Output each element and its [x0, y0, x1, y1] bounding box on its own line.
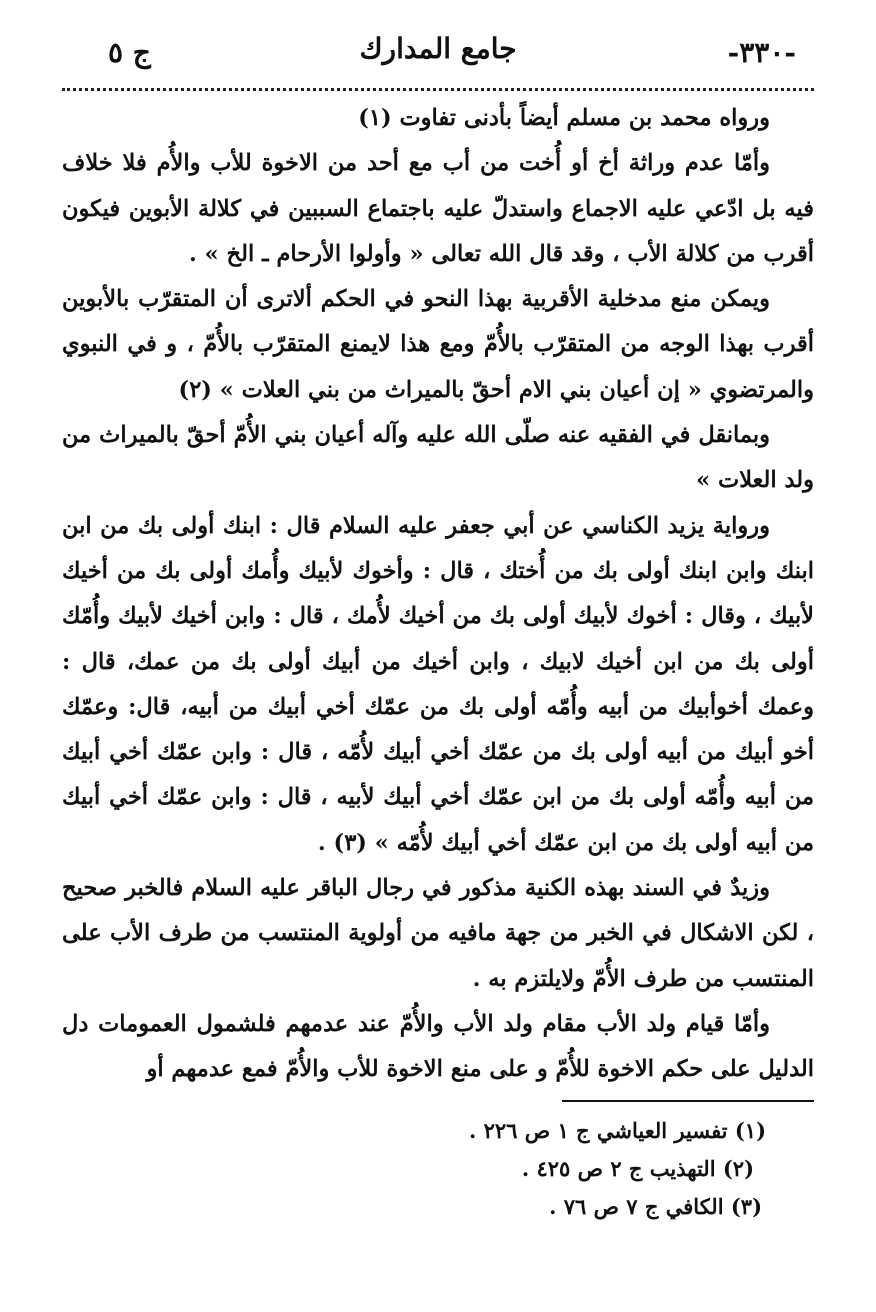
- paragraph: وبمانقل في الفقيه عنه صلّى الله عليه وآله أعيان بني الأُمّ أحقّ بالميراث من ولد العلات »: [62, 422, 814, 494]
- footnote: (١) تفسير العياشي ج ١ ص ٢٢٦ .: [468, 1118, 766, 1143]
- book-title: جامع المدارك: [359, 32, 517, 65]
- header-divider: [62, 88, 814, 91]
- paragraph: وزيدٌ في السند بهذه الكنية مذكور في رجال الباقر عليه السلام فالخبر صحيح ، لكن الاشكال في الخبر من جهة مافيه من أولوية المنتسب من طرف الأب على المنتسب من طرف الأُمّ ولايلتزم به .: [62, 875, 814, 992]
- paragraph: ورواه محمد بن مسلم أيضاً بأدنى تفاوت (١): [358, 105, 770, 131]
- footnote-divider: [562, 1100, 814, 1102]
- body-text: [62, 96, 814, 1093]
- paragraph: وأمّا عدم وراثة أخ أو أُخت من أب مع أحد من الاخوة للأب والأُم فلا خلاف فيه بل ادّعي عليه الاجماع واستدلّ عليه باجتماع السببين في كلالة الأبوين فيكون أقرب من كلالة الأب ، وقد قال الله تعالى « وأولوا الأرحام ـ الخ » .: [62, 150, 814, 267]
- volume-label: ج ٥: [108, 36, 151, 69]
- page-number: -٣٣٠-: [727, 36, 796, 69]
- paragraph: وأمّا قيام ولد الأب مقام ولد الأب والأُمّ عند عدمهم فلشمول العمومات دل الدليل على حكم الاخوة للأُمّ و على منع الاخوة للأب والأُمّ فمع عدمهم أو: [62, 1010, 814, 1083]
- page-header: [64, 30, 812, 86]
- footnotes: [250, 1112, 766, 1226]
- paragraph: ويمكن منع مدخلية الأقربية بهذا النحو في الحكم ألاترى أن المتقرّب بالأبوين أقرب بهذا الوجه من المتقرّب بالأُمّ ومع هذا لايمنع المتقرّب بالأُمّ ، و في النبوي والمرتضوي « إن أعيان بني الام أحقّ بالميراث من بني العلات » (٢): [62, 286, 814, 403]
- paragraph: ورواية يزيد الكناسي عن أبي جعفر عليه السلام قال : ابنك أولى بك من ابن ابنك وابن ابنك أولى بك من أُختك ، قال : وأخوك لأبيك وأُمك أولى بك من أخيك لأبيك ، وقال : أخوك لأبيك أولى بك من أخيك لأُمك ، قال : وابن أخيك لأبيك وأُمّك أولى بك من ابن أخيك لابيك ، وابن أخيك من أبيك أولى بك من عمك، قال : وعمك أخوأبيك من أبيه وأُمّه أولى بك من عمّك أخي أبيك من أبيه، قال: وعمّك أخو أبيك من أبيه أولى بك من عمّك أخي أبيك لأُمّه ، قال : وابن عمّك أخي أبيك من أبيه وأُمّه أولى بك من ابن عمّك أخي أبيك لأبيه ، قال : وابن عمّك أخي أبيك من أبيه أولى بك من ابن عمّك أخي أبيك لأُمّه » (٣) .: [62, 512, 814, 856]
- footnote: (٣) الكافي ج ٧ ص ٧٦ .: [549, 1194, 762, 1219]
- footnote: (٢) التهذيب ج ٢ ص ٤٢٥ .: [521, 1156, 754, 1181]
